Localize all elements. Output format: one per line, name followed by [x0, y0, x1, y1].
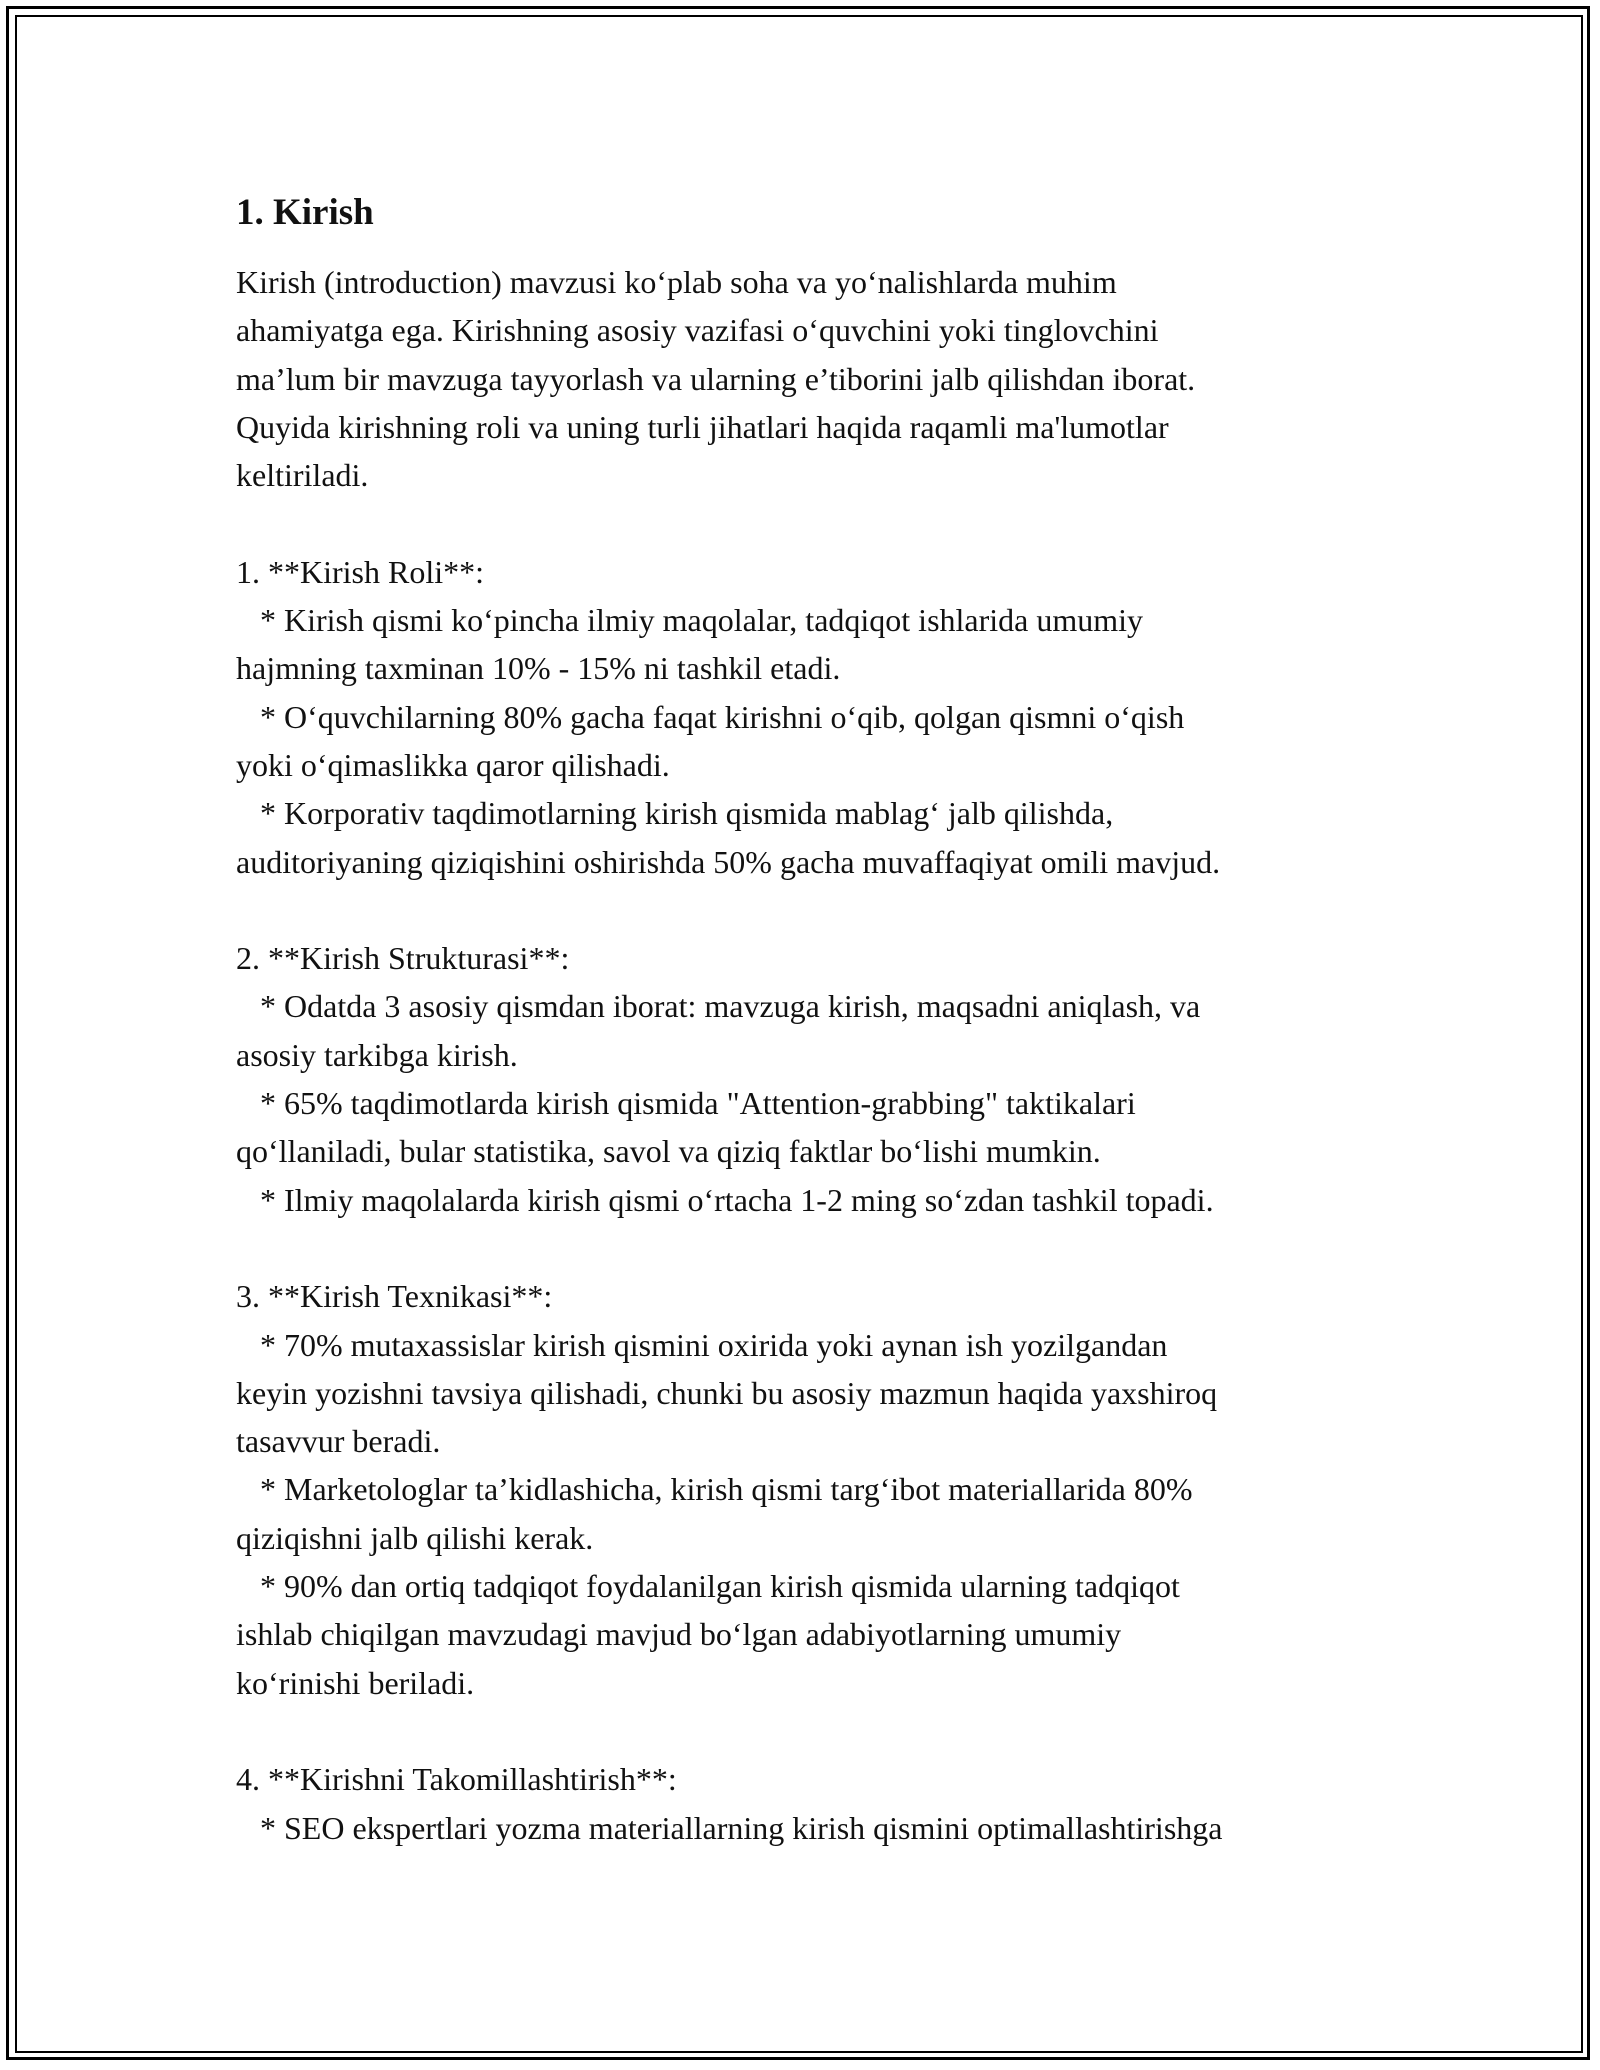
paragraph-spacer	[236, 1224, 1396, 1272]
intro-line: ahamiyatga ega. Kirishning asosiy vazifasi o‘quvchini yoki tinglovchini	[236, 312, 1159, 349]
list-item-line: * 70% mutaxassislar kirish qismini oxirida yoki aynan ish yozilgandan	[236, 1326, 1168, 1363]
list-item-line: yoki o‘qimaslikka qaror qilishadi.	[236, 746, 670, 783]
list-section-roli	[236, 548, 1396, 886]
list-item-line: * 90% dan ortiq tadqiqot foydalanilgan kirish qismida ularning tadqiqot	[236, 1568, 1180, 1605]
list-item-line: tasavvur beradi.	[236, 1423, 441, 1460]
list-item-line: qiziqishni jalb qilishi kerak.	[236, 1519, 594, 1556]
list-item-line: qo‘llaniladi, bular statistika, savol va qiziq faktlar bo‘lishi mumkin.	[236, 1133, 1101, 1170]
list-section-texnikasi	[236, 1272, 1396, 1707]
list-item-line: * SEO ekspertlari yozma materiallarning kirish qismini optimallashtirishga	[236, 1809, 1223, 1846]
list-item-line: * Ilmiy maqolalarda kirish qismi o‘rtacha 1-2 ming so‘zdan tashkil topadi.	[236, 1181, 1214, 1218]
list-item-line: hajmning taxminan 10% - 15% ni tashkil etadi.	[236, 650, 841, 687]
list-section-strukturasi	[236, 934, 1396, 1224]
paragraph-spacer	[236, 499, 1396, 547]
list-item-line: * Korporativ taqdimotlarning kirish qismida mablag‘ jalb qilishda,	[236, 795, 1114, 832]
list-item-line: asosiy tarkibga kirish.	[236, 1036, 518, 1073]
intro-line: keltiriladi.	[236, 457, 369, 494]
list-section-takomillashtirish	[236, 1755, 1396, 1852]
intro-line: ma’lum bir mavzuga tayyorlash va ularning e’tiborini jalb qilishdan iborat.	[236, 360, 1196, 397]
list-item-line: * Kirish qismi ko‘pincha ilmiy maqolalar, tadqiqot ishlarida umumiy	[236, 602, 1144, 639]
paragraph-spacer	[236, 1707, 1396, 1755]
list-heading: 1. **Kirish Roli**:	[236, 553, 485, 590]
list-item-line: * O‘quvchilarning 80% gacha faqat kirishni o‘qib, qolgan qismni o‘qish	[236, 698, 1185, 735]
intro-line: Quyida kirishning roli va uning turli jihatlari haqida raqamli ma'lumotlar	[236, 408, 1169, 445]
document-body	[236, 188, 1396, 1852]
list-item-line: auditoriyaning qiziqishini oshirishda 50% gacha muvaffaqiyat omili mavjud.	[236, 843, 1221, 880]
paragraph-spacer	[236, 886, 1396, 934]
list-item-line: keyin yozishni tavsiya qilishadi, chunki bu asosiy mazmun haqida yaxshiroq	[236, 1374, 1218, 1411]
list-item-line: * Marketologlar ta’kidlashicha, kirish qismi targ‘ibot materiallarida 80%	[236, 1471, 1193, 1508]
list-item-line: ko‘rinishi beriladi.	[236, 1664, 475, 1701]
list-item-line: ishlab chiqilgan mavzudagi mavjud bo‘lgan adabiyotlarning umumiy	[236, 1616, 1122, 1653]
list-heading: 3. **Kirish Texnikasi**:	[236, 1278, 553, 1315]
list-item-line: * 65% taqdimotlarda kirish qismida "Attention-grabbing" taktikalari	[236, 1085, 1136, 1122]
list-heading: 4. **Kirishni Takomillashtirish**:	[236, 1761, 677, 1798]
list-item-line: * Odatda 3 asosiy qismdan iborat: mavzuga kirish, maqsadni aniqlash, va	[236, 988, 1201, 1025]
intro-paragraph	[236, 258, 1396, 499]
list-heading: 2. **Kirish Strukturasi**:	[236, 940, 570, 977]
intro-line: Kirish (introduction) mavzusi ko‘plab soha va yo‘nalishlarda muhim	[236, 264, 1117, 300]
section-heading: 1. Kirish	[236, 192, 374, 233]
